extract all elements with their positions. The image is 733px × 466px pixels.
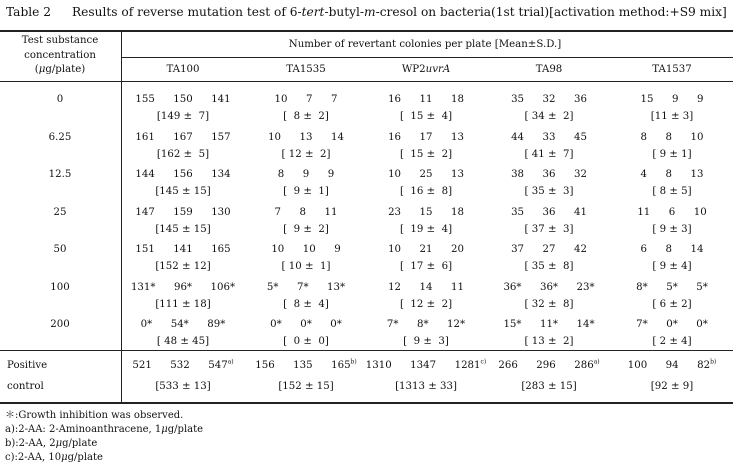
table-number: Table 2 <box>6 5 51 19</box>
count-cell-ta1537: 15 9 9 <box>640 94 704 105</box>
header-bottom-rule <box>0 81 733 82</box>
concentration-cell: 100 <box>50 282 70 293</box>
positive-mean-sd-cell-wp2uvra: [1313 ± 33] <box>395 381 457 392</box>
strain-ta98: TA98 <box>535 64 563 75</box>
positive-mean-sd-cell-ta1537: [92 ± 9] <box>650 381 694 392</box>
mean-sd-cell-wp2uvra: [ 9 ± 3] <box>403 336 449 347</box>
concentration-cell: 50 <box>53 244 67 255</box>
count-cell-ta100: 144 156 134 <box>135 169 231 180</box>
mean-sd-cell-wp2uvra: [ 17 ± 6] <box>399 261 453 272</box>
strain-wp2uvra <box>402 64 450 76</box>
positive-footnote-mark: c) <box>480 358 487 366</box>
mean-sd-cell-wp2uvra: [ 15 ± 4] <box>399 111 453 122</box>
count-cell-wp2uvra: 7* 8* 12* <box>386 319 466 330</box>
footnote-c <box>5 452 103 464</box>
conc-unit-rest: g/plate) <box>45 64 86 75</box>
conc-header-line2: concentration <box>24 50 96 61</box>
footnote-b-unit: g/plate <box>62 438 98 449</box>
count-cell-ta1535: 8 9 9 <box>277 169 335 180</box>
table-caption <box>6 5 727 19</box>
mean-sd-cell-ta1535: [ 8 ± 2] <box>283 111 329 122</box>
table-bottom-rule <box>0 402 733 404</box>
mean-sd-cell-wp2uvra: [ 19 ± 4] <box>399 224 453 235</box>
footnote-b-mu: μ <box>55 438 63 449</box>
mean-sd-cell-wp2uvra: [ 15 ± 2] <box>399 149 453 160</box>
count-cell-ta1535: 5* 7* 13* <box>266 282 346 293</box>
count-cell-ta98: 44 33 45 <box>511 132 587 143</box>
footnote-c-unit: g/plate <box>67 452 103 463</box>
mean-sd-cell-ta1535: [ 9 ± 1] <box>283 186 329 197</box>
mean-sd-cell-ta1535: [ 9 ± 2] <box>283 224 329 235</box>
conc-header-line1: Test substance <box>21 35 99 46</box>
concentration-cell: 25 <box>53 207 67 218</box>
positive-count-cell-ta1537 <box>628 360 717 372</box>
mean-sd-cell-ta98: [ 37 ± 3] <box>524 224 574 235</box>
conc-header-line3 <box>35 64 86 76</box>
strain-header-rule <box>121 57 733 58</box>
caption-italic-tert: tert <box>301 5 325 19</box>
mean-sd-cell-ta100: [145 ± 15] <box>155 224 211 235</box>
count-cell-wp2uvra: 23 15 18 <box>388 207 464 218</box>
footnote-c-text: c):2-AA, 10 <box>5 452 62 463</box>
mean-sd-cell-ta100: [152 ± 12] <box>155 261 211 272</box>
positive-mean-sd-cell-ta100: [533 ± 13] <box>155 381 211 392</box>
count-cell-ta98: 37 27 42 <box>511 244 587 255</box>
mean-sd-cell-ta98: [ 32 ± 8] <box>524 299 574 310</box>
positive-label-line1: Positive <box>7 360 48 371</box>
mean-sd-cell-ta1537: [ 9 ± 3] <box>652 224 692 235</box>
conc-unit-mu: μ <box>38 64 46 75</box>
positive-mean-sd-cell-ta1535: [152 ± 15] <box>278 381 334 392</box>
count-cell-ta100: 147 159 130 <box>135 207 231 218</box>
count-cell-ta1535: 10 13 14 <box>268 132 344 143</box>
positive-count-cell-ta98 <box>498 360 599 372</box>
positive-count-values: 1310 1347 1281 <box>365 360 481 371</box>
mean-sd-cell-ta1537: [ 9 ± 4] <box>652 261 692 272</box>
footnote-b-text: b):2-AA, 2 <box>5 438 56 449</box>
positive-count-cell-ta100 <box>132 360 233 372</box>
mean-sd-cell-ta1535: [ 0 ± 0] <box>283 336 329 347</box>
caption-text-b: -butyl- <box>324 5 365 19</box>
positive-footnote-mark: b) <box>350 358 357 366</box>
positive-mean-sd-cell-ta98: [283 ± 15] <box>521 381 577 392</box>
count-cell-ta1537: 8* 5* 5* <box>636 282 708 293</box>
count-cell-wp2uvra: 16 17 13 <box>388 132 464 143</box>
footnote-b <box>5 438 97 450</box>
caption-italic-m: m <box>364 5 376 19</box>
count-cell-ta1537: 4 8 13 <box>640 169 704 180</box>
footnote-a-mu: μ <box>161 424 168 435</box>
positive-footnote-mark: a) <box>593 358 600 366</box>
count-cell-ta1537: 8 8 10 <box>640 132 704 143</box>
mean-sd-cell-ta1537: [ 6 ± 2] <box>652 299 692 310</box>
mean-sd-cell-wp2uvra: [ 16 ± 8] <box>399 186 453 197</box>
count-cell-ta98: 15* 11* 14* <box>503 319 595 330</box>
footnote-growth-inhibition: ＊:Growth inhibition was observed. <box>5 410 184 421</box>
mean-sd-cell-ta98: [ 41 ± 7] <box>524 149 574 160</box>
mean-sd-cell-ta1537: [11 ± 3] <box>650 111 694 122</box>
footnote-a-text: a):2-AA: 2-Aminoanthracene, 1 <box>5 424 162 435</box>
footnote-c-mu: μ <box>61 452 68 463</box>
positive-count-values: 156 135 165 <box>255 360 351 371</box>
positive-footnote-mark: b) <box>710 358 717 366</box>
group-header: Number of revertant colonies per plate [Mean±S.D.] <box>288 39 562 50</box>
footnote-a-unit: g/plate <box>167 424 204 435</box>
positive-count-values: 521 532 547 <box>132 360 228 371</box>
mean-sd-cell-ta1535: [ 12 ± 2] <box>281 149 331 160</box>
mean-sd-cell-ta100: [145 ± 15] <box>155 186 211 197</box>
positive-control-rule <box>0 350 733 351</box>
count-cell-wp2uvra: 16 11 18 <box>388 94 464 105</box>
mean-sd-cell-ta1537: [ 9 ± 1] <box>652 149 692 160</box>
count-cell-ta98: 35 36 41 <box>511 207 587 218</box>
mean-sd-cell-ta100: [111 ± 18] <box>155 299 211 310</box>
caption-text-c: -cresol on bacteria(1st trial)[activation method:+S9 mix] <box>375 5 727 19</box>
strain-uvra-label: uvrA <box>425 64 451 75</box>
concentration-cell: 0 <box>56 94 64 105</box>
count-cell-ta100: 151 141 165 <box>135 244 231 255</box>
mean-sd-cell-ta100: [149 ± 7] <box>156 111 210 122</box>
concentration-cell: 200 <box>50 319 70 330</box>
caption-text-a: Results of reverse mutation test of 6- <box>72 5 302 19</box>
count-cell-ta100: 161 167 157 <box>135 132 231 143</box>
strain-wp2-label: WP2 <box>401 64 426 75</box>
count-cell-wp2uvra: 12 14 11 <box>388 282 464 293</box>
count-cell-ta98: 35 32 36 <box>511 94 587 105</box>
mean-sd-cell-ta1537: [ 2 ± 4] <box>652 336 692 347</box>
count-cell-ta1535: 7 8 11 <box>274 207 338 218</box>
table-top-rule <box>0 30 733 32</box>
concentration-cell: 6.25 <box>48 132 72 143</box>
mean-sd-cell-ta98: [ 35 ± 8] <box>524 261 574 272</box>
mean-sd-cell-ta1535: [ 10 ± 1] <box>281 261 331 272</box>
mean-sd-cell-ta100: [162 ± 5] <box>156 149 210 160</box>
mean-sd-cell-wp2uvra: [ 12 ± 2] <box>399 299 453 310</box>
count-cell-ta1537: 7* 0* 0* <box>636 319 708 330</box>
positive-label-line2: control <box>7 381 44 392</box>
positive-footnote-mark: a) <box>227 358 234 366</box>
count-cell-ta100: 131* 96* 106* <box>130 282 236 293</box>
footnote-a <box>5 424 203 436</box>
positive-count-values: 100 94 82 <box>627 360 711 371</box>
positive-count-values: 266 296 286 <box>498 360 594 371</box>
concentration-cell: 12.5 <box>48 169 72 180</box>
mean-sd-cell-ta1537: [ 8 ± 5] <box>652 186 692 197</box>
mean-sd-cell-ta1535: [ 8 ± 4] <box>283 299 329 310</box>
count-cell-ta1535: 0* 0* 0* <box>270 319 342 330</box>
conc-unit-open: ( <box>34 64 39 75</box>
count-cell-ta98: 38 36 32 <box>511 169 587 180</box>
count-cell-ta1537: 11 6 10 <box>637 207 707 218</box>
strain-ta1537: TA1537 <box>652 64 692 75</box>
count-cell-ta1535: 10 10 9 <box>271 244 341 255</box>
count-cell-ta1537: 6 8 14 <box>640 244 704 255</box>
column-divider <box>121 30 122 403</box>
strain-ta100: TA100 <box>166 64 200 75</box>
count-cell-wp2uvra: 10 21 20 <box>388 244 464 255</box>
positive-count-cell-ta1535 <box>255 360 356 372</box>
mean-sd-cell-ta98: [ 13 ± 2] <box>524 336 574 347</box>
strain-ta1535: TA1535 <box>286 64 326 75</box>
mean-sd-cell-ta98: [ 35 ± 3] <box>524 186 574 197</box>
count-cell-ta100: 0* 54* 89* <box>140 319 226 330</box>
count-cell-ta1535: 10 7 7 <box>274 94 338 105</box>
positive-count-cell-wp2uvra <box>366 360 486 372</box>
mean-sd-cell-ta98: [ 34 ± 2] <box>524 111 574 122</box>
count-cell-wp2uvra: 10 25 13 <box>388 169 464 180</box>
count-cell-ta98: 36* 36* 23* <box>503 282 595 293</box>
count-cell-ta100: 155 150 141 <box>135 94 231 105</box>
mean-sd-cell-ta100: [ 48 ± 45] <box>156 336 210 347</box>
